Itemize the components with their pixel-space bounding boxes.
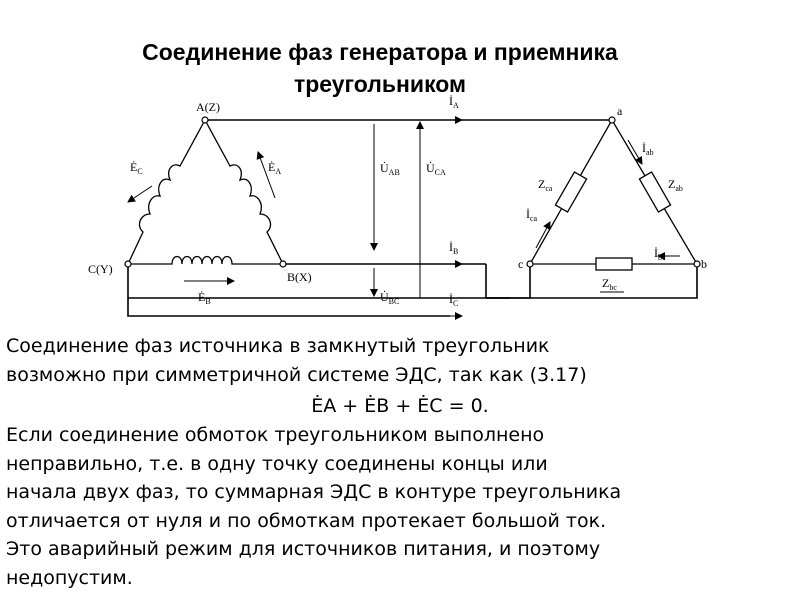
paragraph-warning-line-1: Если соединение обмоток треугольником выполнено <box>6 424 545 446</box>
node-c-gen <box>125 261 131 267</box>
impedance-zab <box>639 172 670 212</box>
label-node-a: a <box>617 104 623 118</box>
generator-triangle <box>128 120 283 264</box>
paragraph-warning-line-2: неправильно, т.е. в одну точку соединены концы или <box>6 452 548 475</box>
label-ec: $Ė_C$ <box>130 160 143 176</box>
label-zca: $Z_{ca}$ <box>538 177 553 193</box>
node-c-load <box>527 261 533 267</box>
node-a-load <box>609 117 615 123</box>
label-b-x: B(X) <box>287 270 312 284</box>
node-b-load <box>694 261 700 267</box>
label-ea: $Ė_A$ <box>268 160 282 176</box>
arrow-iab <box>628 140 642 164</box>
node-b-gen <box>280 261 286 267</box>
wire-c <box>128 298 450 316</box>
winding-a <box>205 120 283 264</box>
label-ica: $İ_{ca}$ <box>526 207 538 223</box>
label-zab: $Z_{ab}$ <box>668 177 683 193</box>
slide-title-line-2: треугольником <box>293 71 467 97</box>
labels <box>88 94 707 308</box>
impedance-zca <box>555 172 586 212</box>
label-c-y: C(Y) <box>88 262 113 276</box>
node-a-gen <box>202 117 208 123</box>
paragraph-warning <box>6 421 796 592</box>
slide-title-line-1: Соединение фаз генератора и приемника <box>142 39 618 65</box>
arrow-ea <box>258 152 275 198</box>
paragraph-warning-line-4: отличается от нуля и по обмоткам протекает большой ток. <box>6 509 607 532</box>
emf-sum-formula: ĖA + ĖB + ĖC = 0. <box>311 395 489 417</box>
winding-b <box>128 257 283 265</box>
label-iab: $İ_{ab}$ <box>642 141 654 157</box>
paragraph-intro-line-2: возможно при симметричной системе ЭДС, так как (3.17) <box>6 363 587 386</box>
winding-c <box>128 120 205 264</box>
label-zbc: $Z_{bc}$ <box>602 276 617 292</box>
label-ubc: $U̇_{BC}$ <box>380 290 400 306</box>
label-ic: $İ_C$ <box>449 292 459 308</box>
label-ibc: $İ_{bc}$ <box>654 246 666 262</box>
label-eb: $Ė_B$ <box>198 290 211 306</box>
label-uab: $U̇_{AB}$ <box>380 161 400 177</box>
arrow-ica <box>536 222 550 248</box>
paragraph-warning-line-5: Это аварийный режим для источников питания, и поэтому <box>6 538 601 560</box>
arrows <box>128 120 680 316</box>
label-uca: $U̇_{CA}$ <box>426 161 446 177</box>
nodes <box>125 117 700 267</box>
line-wires <box>128 120 612 298</box>
impedance-zbc <box>596 258 632 270</box>
label-node-b: b <box>701 257 707 271</box>
label-node-c: c <box>518 257 524 271</box>
receiver-triangle <box>530 120 697 264</box>
paragraph-warning-line-6: недопустим. <box>6 566 133 589</box>
arrow-ec <box>128 186 152 202</box>
paragraph-intro-line-1: Соединение фаз источника в замкнутый треугольник <box>6 335 550 357</box>
label-a-z: A(Z) <box>196 100 220 114</box>
label-ib: $İ_B$ <box>449 240 459 256</box>
paragraph-intro <box>6 332 796 389</box>
label-ia: $İ_A$ <box>449 94 459 110</box>
paragraph-warning-line-3: начала двух фаз, то суммарная ЭДС в контуре треугольника <box>6 481 622 503</box>
